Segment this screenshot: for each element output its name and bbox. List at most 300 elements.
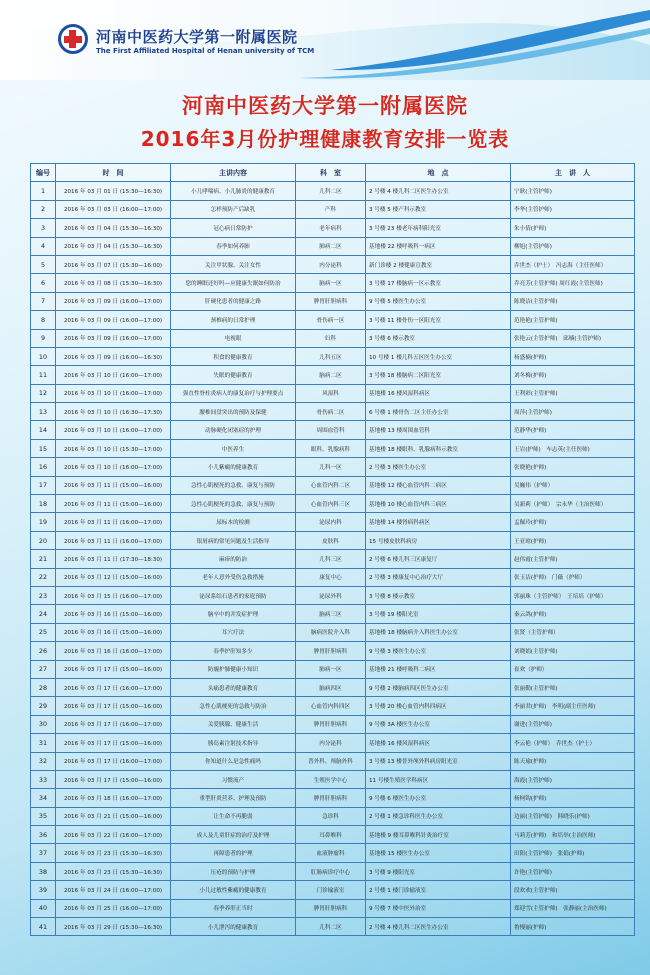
row-topic-cell: 动脉硬化闭塞症的护理 <box>171 421 296 439</box>
table-row <box>31 734 635 752</box>
row-department-cell: 周围血管科 <box>296 421 366 439</box>
row-time-cell: 2016 年 03 月 17 日 (16:00—17:00) <box>56 752 171 770</box>
row-topic-cell: 春季护肝知多少 <box>171 642 296 660</box>
row-number-cell: 33 <box>31 770 56 788</box>
row-time-cell: 2016 年 03 月 09 日 (16:00—17:00) <box>56 311 171 329</box>
row-speaker-cell: 朱小倩(护师) <box>511 219 635 237</box>
row-speaker-cell: 吴巍伟（护师） <box>511 476 635 494</box>
row-number-cell: 14 <box>31 421 56 439</box>
page-subtitle: 2016年3月份护理健康教育安排一览表 <box>140 127 510 151</box>
row-location-cell: 基地楼 18 楼脑病介入科医生办公室 <box>366 623 511 641</box>
row-time-cell: 2016 年 03 月 21 日 (15:00—16:00) <box>56 807 171 825</box>
row-department-cell: 门诊输液室 <box>296 881 366 899</box>
row-location-cell: 9 号楼 3A 楼医生办公室 <box>366 715 511 733</box>
row-location-cell: 9 号楼 3 楼医生办公室 <box>366 642 511 660</box>
row-number-cell: 40 <box>31 899 56 917</box>
row-topic-cell: 防霾护肺健康小知识 <box>171 660 296 678</box>
row-location-cell: 3 号楼 23 楼老年病科阳光室 <box>366 219 511 237</box>
row-topic-cell: 失眠的健康教育 <box>171 366 296 384</box>
row-topic-cell: 耳穴疗法 <box>171 623 296 641</box>
row-time-cell: 2016 年 03 月 11 日 (16:00—17:00) <box>56 513 171 531</box>
row-topic-cell: 泌尿系结石患者的家庭预防 <box>171 586 296 604</box>
row-number-cell: 27 <box>31 660 56 678</box>
row-speaker-cell: 马莉芳(护师) 和培举(主治医师) <box>511 826 635 844</box>
row-location-cell: 基地楼 22 楼呼吸科一病区 <box>366 237 511 255</box>
row-topic-cell: 怎样预防产后缺乳 <box>171 200 296 218</box>
table-row <box>31 311 635 329</box>
table-row <box>31 366 635 384</box>
row-number-cell: 15 <box>31 439 56 457</box>
row-department-cell: 泌尿外科 <box>296 586 366 604</box>
row-number-cell: 6 <box>31 274 56 292</box>
row-speaker-cell: 杨盛楠(护师) <box>511 347 635 365</box>
table-row <box>31 439 635 457</box>
row-time-cell: 2016 年 03 月 23 日 (15:30—16:30) <box>56 862 171 880</box>
schedule-table <box>30 163 635 936</box>
row-topic-cell: 中医养生 <box>171 439 296 457</box>
row-number-cell: 24 <box>31 605 56 623</box>
table-row <box>31 347 635 365</box>
row-number-cell: 38 <box>31 862 56 880</box>
row-location-cell: 15 号楼皮肤科病房 <box>366 531 511 549</box>
row-time-cell: 2016 年 03 月 17 日 (16:00—17:00) <box>56 715 171 733</box>
row-department-cell: 内分泌科 <box>296 255 366 273</box>
row-time-cell: 2016 年 03 月 12 日 (15:00—16:00) <box>56 568 171 586</box>
table-row <box>31 697 635 715</box>
row-location-cell: 基地楼 15 楼医生办公室 <box>366 844 511 862</box>
row-speaker-cell: 李丽君(护师) 李明(副主任医师) <box>511 697 635 715</box>
row-topic-cell: 急性心肌梗死的急救与防治 <box>171 697 296 715</box>
row-location-cell: 2 号楼 3 楼康复中心治疗大厅 <box>366 568 511 586</box>
row-speaker-cell: 鲁慢丽(护师) <box>511 918 635 936</box>
row-location-cell: 基地楼 16 楼风湿科病区 <box>366 734 511 752</box>
row-department-cell: 脾胃肝胆病科 <box>296 715 366 733</box>
row-number-cell: 10 <box>31 347 56 365</box>
row-location-cell: 2 号楼 1 楼门诊输液室 <box>366 881 511 899</box>
table-row <box>31 715 635 733</box>
row-topic-cell: 肝硬化患者的健康之路 <box>171 292 296 310</box>
row-time-cell: 2016 年 03 月 15 日 (16:00—17:00) <box>56 586 171 604</box>
row-time-cell: 2016 年 03 月 09 日 (16:00—16:30) <box>56 347 171 365</box>
table-row <box>31 918 635 936</box>
table-row <box>31 458 635 476</box>
row-department-cell: 产科 <box>296 200 366 218</box>
col-speaker-header: 主 讲 人 <box>511 164 635 182</box>
row-time-cell: 2016 年 03 月 11 日 (16:00—17:00) <box>56 531 171 549</box>
row-topic-cell: 再障患者的护理 <box>171 844 296 862</box>
row-department-cell: 普外科、颅脑外科 <box>296 752 366 770</box>
row-topic-cell: 急性心肌梗死的急救、康复与预防 <box>171 476 296 494</box>
table-row <box>31 421 635 439</box>
row-location-cell: 基地楼 21 楼呼吸科二病区 <box>366 660 511 678</box>
col-location-header: 地 点 <box>366 164 511 182</box>
row-speaker-cell: 张玉洁(护师) 门薇（护师） <box>511 568 635 586</box>
row-department-cell: 儿科五区 <box>296 347 366 365</box>
row-department-cell: 脾胃肝胆病科 <box>296 292 366 310</box>
row-topic-cell: 强直性脊柱炎病人的康复治疗与护理要点 <box>171 384 296 402</box>
row-speaker-cell: 谢进(主管护师) <box>511 715 635 733</box>
table-row <box>31 789 635 807</box>
row-topic-cell: 颈椎病的日常护理 <box>171 311 296 329</box>
table-row <box>31 568 635 586</box>
row-number-cell: 34 <box>31 789 56 807</box>
row-time-cell: 2016 年 03 月 10 日 (16:00—17:00) <box>56 366 171 384</box>
row-topic-cell: 电视眼 <box>171 329 296 347</box>
table-row <box>31 495 635 513</box>
row-number-cell: 5 <box>31 255 56 273</box>
row-speaker-cell: 王利彩(主管护师) <box>511 384 635 402</box>
table-row <box>31 642 635 660</box>
col-time-header: 时 间 <box>56 164 171 182</box>
row-speaker-cell: 范艳艳(主管护师) <box>511 311 635 329</box>
row-location-cell: 基地楼 12 楼心血管内科二病区 <box>366 476 511 494</box>
row-time-cell: 2016 年 03 月 09 日 (16:00—17:00) <box>56 329 171 347</box>
row-location-cell: 基地楼 14 楼肾病科病区 <box>366 513 511 531</box>
row-topic-cell: 小儿紫癜的健康教育 <box>171 458 296 476</box>
table-row <box>31 586 635 604</box>
row-topic-cell: 您的睡眠还好吗—应健康失眠如何防治 <box>171 274 296 292</box>
row-topic-cell: 胰岛素注射技术指导 <box>171 734 296 752</box>
row-department-cell: 脑病四区 <box>296 678 366 696</box>
row-speaker-cell: 刘晓娟(主管护师) <box>511 642 635 660</box>
row-topic-cell: 让生命不再脆弱 <box>171 807 296 825</box>
row-time-cell: 2016 年 03 月 08 日 (15:30—16:30) <box>56 274 171 292</box>
row-number-cell: 7 <box>31 292 56 310</box>
row-speaker-cell: 王岩(护师) 车志英(主任医师) <box>511 439 635 457</box>
table-row <box>31 770 635 788</box>
row-topic-cell: 成人及儿童肝症的治疗及护理 <box>171 826 296 844</box>
row-department-cell: 脑病三区 <box>296 605 366 623</box>
row-speaker-cell: 乔世杰（护士） 冯志海（主任医师） <box>511 255 635 273</box>
row-topic-cell: 腰椎间盘突出的预防及保健 <box>171 403 296 421</box>
table-row <box>31 476 635 494</box>
row-number-cell: 37 <box>31 844 56 862</box>
row-time-cell: 2016 年 03 月 17 日 (15:00—16:00) <box>56 697 171 715</box>
row-topic-cell: 关注甲状腺、关注女性 <box>171 255 296 273</box>
table-row <box>31 660 635 678</box>
row-location-cell: 3 号楼 6 楼示教室 <box>366 329 511 347</box>
row-speaker-cell: 海霞(主管护师) <box>511 770 635 788</box>
row-topic-cell: 重型肝炎营养、护理及预防 <box>171 789 296 807</box>
row-speaker-cell: 赵伟霞(主管护师) <box>511 550 635 568</box>
row-location-cell: 3 号楼 8 楼示教室 <box>366 586 511 604</box>
row-topic-cell: 小儿泄泻的健康教育 <box>171 918 296 936</box>
row-speaker-cell: 柳旭(主管护师) <box>511 237 635 255</box>
row-number-cell: 22 <box>31 568 56 586</box>
row-location-cell: 3 号楼 11 楼骨伤一区阳光室 <box>366 311 511 329</box>
table-row <box>31 329 635 347</box>
table-row <box>31 605 635 623</box>
row-number-cell: 26 <box>31 642 56 660</box>
row-time-cell: 2016 年 03 月 11 日 (17:30—18:30) <box>56 550 171 568</box>
hospital-name-en: The First Affiliated Hospital of Henan university of TCM <box>96 47 315 55</box>
row-speaker-cell: 王亚琼(护师) <box>511 531 635 549</box>
row-department-cell: 心血管内科三区 <box>296 495 366 513</box>
row-number-cell: 13 <box>31 403 56 421</box>
table-row <box>31 531 635 549</box>
table-row <box>31 200 635 218</box>
row-department-cell: 风湿科 <box>296 384 366 402</box>
row-department-cell: 肛肠病诊疗中心 <box>296 862 366 880</box>
row-time-cell: 2016 年 03 月 04 日 (15:30—16:30) <box>56 219 171 237</box>
row-location-cell: 基地楼 10 楼心血管内科三病区 <box>366 495 511 513</box>
row-location-cell: 3 号楼 13 楼普外颅外科病房阳光室 <box>366 752 511 770</box>
row-location-cell: 基地楼 13 楼周围血管科 <box>366 421 511 439</box>
table-row <box>31 384 635 402</box>
row-topic-cell: 银屑病的常见问题及生活指导 <box>171 531 296 549</box>
row-topic-cell: 小儿哮喘病、小儿肺炎的健康教育 <box>171 182 296 200</box>
row-time-cell: 2016 年 03 月 29 日 (15:30—16:30) <box>56 918 171 936</box>
row-number-cell: 8 <box>31 311 56 329</box>
row-number-cell: 11 <box>31 366 56 384</box>
row-department-cell: 骨伤病一区 <box>296 311 366 329</box>
row-number-cell: 36 <box>31 826 56 844</box>
row-location-cell: 3 号楼 20 楼心血管内科四病区 <box>366 697 511 715</box>
row-time-cell: 2016 年 03 月 16 日 (15:00—16:00) <box>56 623 171 641</box>
row-topic-cell: 习惯流产 <box>171 770 296 788</box>
row-time-cell: 2016 年 03 月 16 日 (15:00—16:00) <box>56 605 171 623</box>
row-department-cell: 耳鼻喉科 <box>296 826 366 844</box>
row-speaker-cell: 宁耿(主管护师) <box>511 182 635 200</box>
row-time-cell: 2016 年 03 月 23 日 (15:30—16:30) <box>56 844 171 862</box>
row-time-cell: 2016 年 03 月 04 日 (15:30—16:30) <box>56 237 171 255</box>
row-speaker-cell: 孟佩玲(护师) <box>511 513 635 531</box>
row-number-cell: 9 <box>31 329 56 347</box>
row-number-cell: 31 <box>31 734 56 752</box>
row-location-cell: 9 号楼 5 楼医生办公室 <box>366 292 511 310</box>
row-department-cell: 心血管内科四区 <box>296 697 366 715</box>
row-number-cell: 19 <box>31 513 56 531</box>
table-row <box>31 862 635 880</box>
row-speaker-cell: 李华(主管护师) <box>511 200 635 218</box>
row-topic-cell: 尿标本的检测 <box>171 513 296 531</box>
table-row <box>31 881 635 899</box>
row-topic-cell: 春季如何养肺 <box>171 237 296 255</box>
row-speaker-cell: 陈天瑜(护师) <box>511 752 635 770</box>
row-number-cell: 21 <box>31 550 56 568</box>
row-speaker-cell: 张贤（主管护师） <box>511 623 635 641</box>
row-location-cell: 3 号楼 18 楼脑病二区阳光室 <box>366 366 511 384</box>
row-number-cell: 39 <box>31 881 56 899</box>
row-location-cell: 3 号楼 9 楼阳光室 <box>366 862 511 880</box>
row-number-cell: 2 <box>31 200 56 218</box>
row-department-cell: 血液肿瘤科 <box>296 844 366 862</box>
row-number-cell: 28 <box>31 678 56 696</box>
row-speaker-cell: 乔亮芳(主管护师) 周红霞(主管医师) <box>511 274 635 292</box>
table-row <box>31 403 635 421</box>
row-location-cell: 10 号楼 1 楼儿科五区医生办公室 <box>366 347 511 365</box>
row-department-cell: 肺病二区 <box>296 237 366 255</box>
row-topic-cell: 春季养肝正当时 <box>171 899 296 917</box>
row-location-cell: 新门诊楼 2 楼健康宣教室 <box>366 255 511 273</box>
row-number-cell: 12 <box>31 384 56 402</box>
row-department-cell: 泌尿内科 <box>296 513 366 531</box>
row-time-cell: 2016 年 03 月 17 日 (15:00—16:00) <box>56 660 171 678</box>
row-number-cell: 30 <box>31 715 56 733</box>
row-location-cell: 2 号楼 6 楼儿科三区康复厅 <box>366 550 511 568</box>
row-location-cell: 基地楼 9 楼耳鼻喉科针灸治疗室 <box>366 826 511 844</box>
row-number-cell: 18 <box>31 495 56 513</box>
row-department-cell: 脑病二区 <box>296 366 366 384</box>
table-body <box>31 182 635 936</box>
table-row <box>31 182 635 200</box>
row-location-cell: 2 号楼 4 楼儿科二区医生办公室 <box>366 182 511 200</box>
row-speaker-cell: 崔欢（护师） <box>511 660 635 678</box>
row-speaker-cell: 周萍(主管护师) <box>511 403 635 421</box>
row-location-cell: 基地楼 16 楼风湿科病区 <box>366 384 511 402</box>
table-header-row <box>31 164 635 182</box>
row-location-cell: 3 号楼 5 楼产科示教室 <box>366 200 511 218</box>
row-department-cell: 脾胃肝胆病科 <box>296 642 366 660</box>
row-time-cell: 2016 年 03 月 10 日 (15:30—17:00) <box>56 439 171 457</box>
row-department-cell: 脑病一区 <box>296 274 366 292</box>
row-time-cell: 2016 年 03 月 07 日 (15:30—16:00) <box>56 255 171 273</box>
table-row <box>31 844 635 862</box>
row-time-cell: 2016 年 03 月 11 日 (15:00—16:00) <box>56 495 171 513</box>
row-location-cell: 基地楼 18 楼眼科、乳腺病科示教室 <box>366 439 511 457</box>
row-number-cell: 32 <box>31 752 56 770</box>
row-number-cell: 25 <box>31 623 56 641</box>
row-department-cell: 妇科 <box>296 329 366 347</box>
row-department-cell: 儿科三区 <box>296 550 366 568</box>
row-speaker-cell: 张艳云(主管护师) 邱楠(主管护师) <box>511 329 635 347</box>
row-speaker-cell: 郭丽珠（主管护师） 王培培（护师） <box>511 586 635 604</box>
row-time-cell: 2016 年 03 月 18 日 (16:00—17:00) <box>56 789 171 807</box>
table-row <box>31 513 635 531</box>
row-location-cell: 9 号楼 2 楼脑病四区医生办公室 <box>366 678 511 696</box>
row-location-cell: 2 号楼 1 楼急诊科医生办公室 <box>366 807 511 825</box>
row-topic-cell: 麻疹的防治 <box>171 550 296 568</box>
row-number-cell: 35 <box>31 807 56 825</box>
table-row <box>31 807 635 825</box>
row-time-cell: 2016 年 03 月 01 日 (15:30—16:30) <box>56 182 171 200</box>
row-number-cell: 29 <box>31 697 56 715</box>
row-topic-cell: 冠心病日常防护 <box>171 219 296 237</box>
row-speaker-cell: 张晓艳(护师) <box>511 458 635 476</box>
row-speaker-cell: 田阳(主管护师) 张娟(护师) <box>511 844 635 862</box>
col-number-header: 编号 <box>31 164 56 182</box>
row-department-cell: 骨伤病二区 <box>296 403 366 421</box>
row-speaker-cell: 陈晓洁(主管护师) <box>511 292 635 310</box>
row-time-cell: 2016 年 03 月 10 日 (16:00—17:00) <box>56 458 171 476</box>
row-department-cell: 急诊科 <box>296 807 366 825</box>
row-time-cell: 2016 年 03 月 22 日 (16:00—17:00) <box>56 826 171 844</box>
table-row <box>31 255 635 273</box>
row-department-cell: 儿科二区 <box>296 182 366 200</box>
row-department-cell: 生殖医学中心 <box>296 770 366 788</box>
row-speaker-cell: 杨柯钩(护师) <box>511 789 635 807</box>
row-location-cell: 2 号楼 4 楼儿科二区医生办公室 <box>366 918 511 936</box>
hospital-cross-logo-icon <box>58 24 88 54</box>
row-topic-cell: 小儿过敏性紫癜的健康教育 <box>171 881 296 899</box>
row-number-cell: 20 <box>31 531 56 549</box>
row-number-cell: 3 <box>31 219 56 237</box>
row-topic-cell: 脑卒中的并发症护理 <box>171 605 296 623</box>
row-time-cell: 2016 年 03 月 24 日 (16:00—17:00) <box>56 881 171 899</box>
table-row <box>31 292 635 310</box>
row-location-cell: 9 号楼 7 楼中医外治室 <box>366 899 511 917</box>
table-row <box>31 826 635 844</box>
row-location-cell: 3 号楼 17 楼脑病一区示教室 <box>366 274 511 292</box>
row-location-cell: 9 号楼 6 楼医生办公室 <box>366 789 511 807</box>
row-speaker-cell: 许艳(主管护师) <box>511 862 635 880</box>
row-number-cell: 41 <box>31 918 56 936</box>
row-time-cell: 2016 年 03 月 10 日 (16:00—17:00) <box>56 384 171 402</box>
row-time-cell: 2016 年 03 月 11 日 (15:00—16:00) <box>56 476 171 494</box>
col-department-header: 科 室 <box>296 164 366 182</box>
row-department-cell: 老年病科 <box>296 219 366 237</box>
row-department-cell: 儿科二区 <box>296 918 366 936</box>
row-location-cell: 11 号楼生殖医学科病区 <box>366 770 511 788</box>
row-speaker-cell: 刘冬梅(护师) <box>511 366 635 384</box>
row-time-cell: 2016 年 03 月 10 日 (16:30—17:30) <box>56 403 171 421</box>
row-time-cell: 2016 年 03 月 17 日 (15:00—16:00) <box>56 734 171 752</box>
col-topic-header: 主讲内容 <box>171 164 296 182</box>
row-number-cell: 1 <box>31 182 56 200</box>
row-location-cell: 2 号楼 3 楼医生办公室 <box>366 458 511 476</box>
table-row <box>31 550 635 568</box>
row-topic-cell: 头痛患者的健康教育 <box>171 678 296 696</box>
row-speaker-cell: 张丽勤(主管护师) <box>511 678 635 696</box>
row-time-cell: 2016 年 03 月 09 日 (16:00—17:00) <box>56 292 171 310</box>
row-department-cell: 儿科一区 <box>296 458 366 476</box>
table-row <box>31 623 635 641</box>
row-speaker-cell: 郑迎雪(主管护师) 张静丽(主治医师) <box>511 899 635 917</box>
row-speaker-cell: 吴新莉（护师） 宗永华（主治医师） <box>511 495 635 513</box>
row-time-cell: 2016 年 03 月 16 日 (16:00—17:00) <box>56 642 171 660</box>
row-department-cell: 脑病医院介入科 <box>296 623 366 641</box>
table-row <box>31 678 635 696</box>
row-speaker-cell: 边丽(主管护师) 韩晓乐(护师) <box>511 807 635 825</box>
row-department-cell: 肺病一区 <box>296 660 366 678</box>
row-topic-cell: 关爱胰腺、健康生活 <box>171 715 296 733</box>
row-topic-cell: 压疮的预防与护理 <box>171 862 296 880</box>
table-row <box>31 274 635 292</box>
row-department-cell: 眼科、乳腺病科 <box>296 439 366 457</box>
table-row <box>31 899 635 917</box>
page-title: 河南中医药大学第一附属医院 <box>182 94 468 118</box>
hospital-name-cn: 河南中医药大学第一附属医院 <box>96 28 298 46</box>
row-location-cell: 6 号楼 1 楼骨伤二区主任办公室 <box>366 403 511 421</box>
row-number-cell: 16 <box>31 458 56 476</box>
row-time-cell: 2016 年 03 月 25 日 (16:00—17:00) <box>56 899 171 917</box>
row-speaker-cell: 李云艳（护师） 乔世杰（护士） <box>511 734 635 752</box>
row-speaker-cell: 段欢欢(主管护师) <box>511 881 635 899</box>
row-number-cell: 4 <box>31 237 56 255</box>
row-department-cell: 皮肤科 <box>296 531 366 549</box>
table-row <box>31 219 635 237</box>
row-topic-cell: 你知道什么是急性痛吗 <box>171 752 296 770</box>
row-time-cell: 2016 年 03 月 10 日 (16:00—17:00) <box>56 421 171 439</box>
row-department-cell: 康复中心 <box>296 568 366 586</box>
row-time-cell: 2016 年 03 月 17 日 (15:00—16:00) <box>56 770 171 788</box>
row-department-cell: 脾胃肝胆病科 <box>296 899 366 917</box>
row-number-cell: 23 <box>31 586 56 604</box>
row-topic-cell: 老年人意外受伤急救措施 <box>171 568 296 586</box>
table-row <box>31 752 635 770</box>
row-time-cell: 2016 年 03 月 17 日 (16:00—17:00) <box>56 678 171 696</box>
row-speaker-cell: 范静华(护师) <box>511 421 635 439</box>
row-department-cell: 心血管内科二区 <box>296 476 366 494</box>
table-row <box>31 237 635 255</box>
row-number-cell: 17 <box>31 476 56 494</box>
row-topic-cell: 急性心肌梗死的急救、康复与预防 <box>171 495 296 513</box>
row-department-cell: 脾胃肝胆病科 <box>296 789 366 807</box>
row-department-cell: 内分泌科 <box>296 734 366 752</box>
row-speaker-cell: 秦云鸽(护师) <box>511 605 635 623</box>
row-topic-cell: 积食的健康教育 <box>171 347 296 365</box>
row-time-cell: 2016 年 03 月 03 日 (16:00—17:00) <box>56 200 171 218</box>
